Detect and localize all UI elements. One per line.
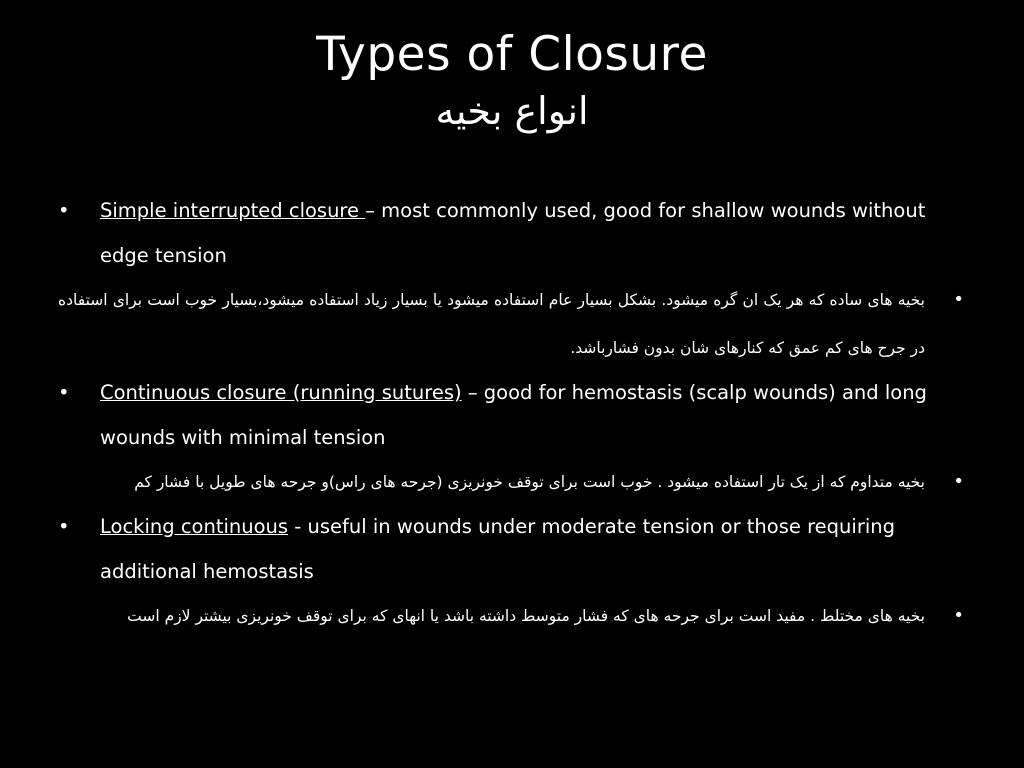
term-locking-continuous: Locking continuous [100,515,289,538]
title-persian: انواع بخیه [435,89,589,133]
description-locking-continuous: - useful in wounds under moderate tension or those requiring additional hemostasis [100,515,895,583]
bullet-icon: • [953,289,964,310]
bullet-item-simple-interrupted [0,188,1024,278]
term-continuous-closure: Continuous closure (running sutures) [100,381,462,404]
bullet-item-locking-continuous-persian [0,592,1024,640]
bullet-item-continuous-closure-persian [0,458,1024,506]
description-continuous-closure: – good for hemostasis (scalp wounds) and long wounds with minimal tension [100,381,927,449]
bullet-list [0,188,1024,638]
slide-title [0,26,1024,138]
term-simple-interrupted: Simple interrupted closure [100,199,366,222]
bullet-icon: • [953,605,964,626]
bullet-item-simple-interrupted-persian [0,276,1024,372]
bullet-item-continuous-closure [0,370,1024,460]
description-continuous-closure-persian: بخیه متداوم که از یک تار استفاده میشود . خوب است برای توقف خونریزی (جرحه های راس)و جرحه های طویل با فشار کم [134,473,925,491]
bullet-icon: • [953,471,964,492]
description-locking-continuous-persian: بخیه های مختلط . مفید است برای جرحه های که فشار متوسط داشته باشد یا انهای که برای توقف خونریزی بیشتر لازم است [127,607,925,625]
description-simple-interrupted-persian: بخیه های ساده که هر یک ان گره میشود. بشکل بسیار عام استفاده میشود یا بسیار زیاد استفاده میشود،بسیار خوب است برای استفاده در جرح های کم عمق که کنارهای شان بدون فشارباشد. [58,291,925,357]
title-english: Types of Closure [316,27,708,82]
bullet-icon: • [58,381,70,404]
bullet-icon: • [58,515,70,538]
bullet-item-locking-continuous [0,504,1024,594]
bullet-icon: • [58,199,70,222]
description-simple-interrupted: – most commonly used, good for shallow wounds without edge tension [100,199,926,267]
